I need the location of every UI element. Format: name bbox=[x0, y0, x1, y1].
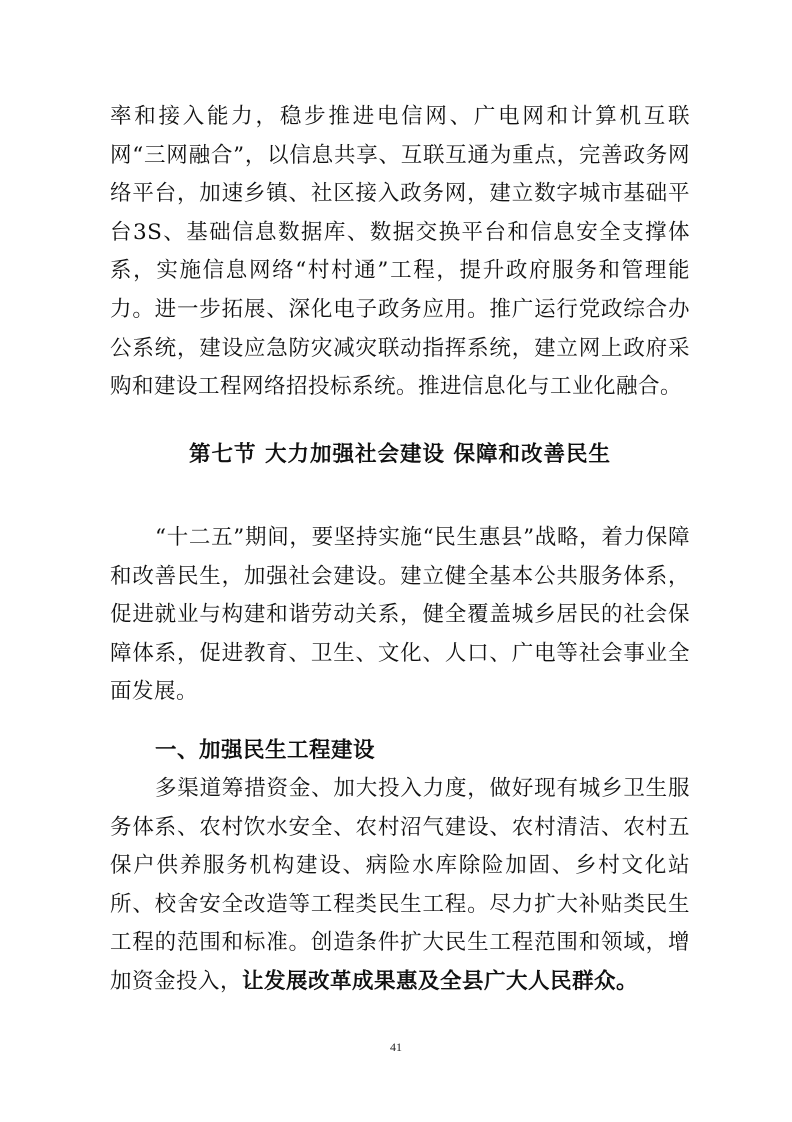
subheading-livelihood-projects: 一、加强民生工程建设 bbox=[155, 738, 376, 763]
paragraph-text: 多渠道筹措资金、加大投入力度，做好现有城乡卫生服务体系、农村饮水安全、农村沼气建设、农村清洁、农村五保户供养服务机构建设、病险水库除险加固、乡村文化站所、校舍安全改造等工程类民生工程。尽力扩大补贴类民生工程的范围和标准。创造条件扩大民生工程范围和领域，增加资金投入， bbox=[110, 776, 690, 994]
section-title: 第七节 大力加强社会建设 保障和改善民生 bbox=[189, 442, 611, 467]
body-paragraph-informatization: 率和接入能力，稳步推进电信网、广电网和计算机互联网“三网融合”，以信息共享、互联互通为重点，完善政务网络平台，加速乡镇、社区接入政务网，建立数字城市基础平台3S、基础信息数据库、数据交换平台和信息安全支撑体系，实施信息网络“村村通”工程，提升政府服务和管理能力。进一步拓展、深化电子政务应用。推广运行党政综合办公系统，建设应急防灾减灾联动指挥系统，建立网上政府采购和建设工程网络招投标系统。推进信息化与工业化融合。 bbox=[110, 104, 690, 400]
paragraph-bold-conclusion: 让发展改革成果惠及全县广大人民群众。 bbox=[242, 968, 639, 994]
page-number: 41 bbox=[390, 1040, 402, 1054]
body-paragraph-livelihood-intro: “十二五”期间，要坚持实施“民生惠县”战略，着力保障和改善民生，加强社会建设。建立健全基本公共服务体系，促进就业与构建和谐劳动关系，健全覆盖城乡居民的社会保障体系，促进教育、卫生、文化、人口、广电等社会事业全面发展。 bbox=[110, 525, 690, 705]
body-paragraph-livelihood-projects bbox=[110, 770, 690, 1002]
